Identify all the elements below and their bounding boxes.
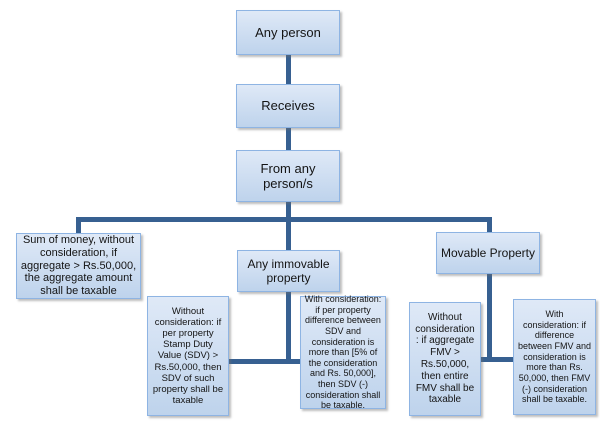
node-sum-of-money-label: Sum of money, without consideration, if aggregate > Rs.50,000, the aggregate amount shall be taxable xyxy=(20,233,137,298)
connector-branch-horizontal-bar xyxy=(76,217,492,222)
connector-immovable-branch-bar xyxy=(227,359,302,364)
node-immovable-with-consideration-label: With consideration: if per property difference between SDV and consideration is more than [5% of the consideration and Rs. 50,000], then SDV (-) consideration shall be taxable. xyxy=(304,294,382,411)
node-immovable-without-consideration xyxy=(147,296,229,416)
node-any-immovable-property-label: Any immovable property xyxy=(247,256,330,285)
node-movable-without-consideration-label: Without consideration : if aggregate FMV > Rs.50,000, then entire FMV shall be taxable xyxy=(415,311,475,406)
node-receives xyxy=(236,84,340,128)
node-any-person-label: Any person xyxy=(255,24,321,40)
node-from-any-persons-label: From any person/s xyxy=(260,160,316,191)
node-movable-without-consideration xyxy=(409,302,481,416)
node-movable-with-consideration-label: With consideration: if difference between FMV and consideration is more than Rs. 50,000, then FMV (-) consideration shall be taxable. xyxy=(517,309,592,405)
node-movable-property-label: Movable Property xyxy=(440,245,536,260)
connector-anyperson-receives xyxy=(286,53,291,86)
node-any-immovable-property xyxy=(237,250,340,292)
node-movable-with-consideration xyxy=(513,299,596,415)
node-receives-label: Receives xyxy=(261,98,315,114)
connector-movable-branch-bar xyxy=(479,357,515,362)
node-any-person xyxy=(236,10,340,55)
node-immovable-without-consideration-label: Without consideration: if per property Stamp Duty Value (SDV) > Rs.50,000, then SDV of such property shall be taxable xyxy=(152,305,224,407)
node-sum-of-money xyxy=(16,233,141,299)
node-from-any-persons xyxy=(236,150,340,202)
node-immovable-with-consideration xyxy=(300,296,386,409)
connector-movable-stem xyxy=(487,272,492,362)
connector-receives-fromany xyxy=(286,126,291,152)
connector-drop-sumofmoney xyxy=(76,217,81,234)
connector-immovable-stem xyxy=(286,290,291,364)
connector-drop-anyimmovable xyxy=(286,217,291,252)
node-movable-property xyxy=(436,232,540,274)
